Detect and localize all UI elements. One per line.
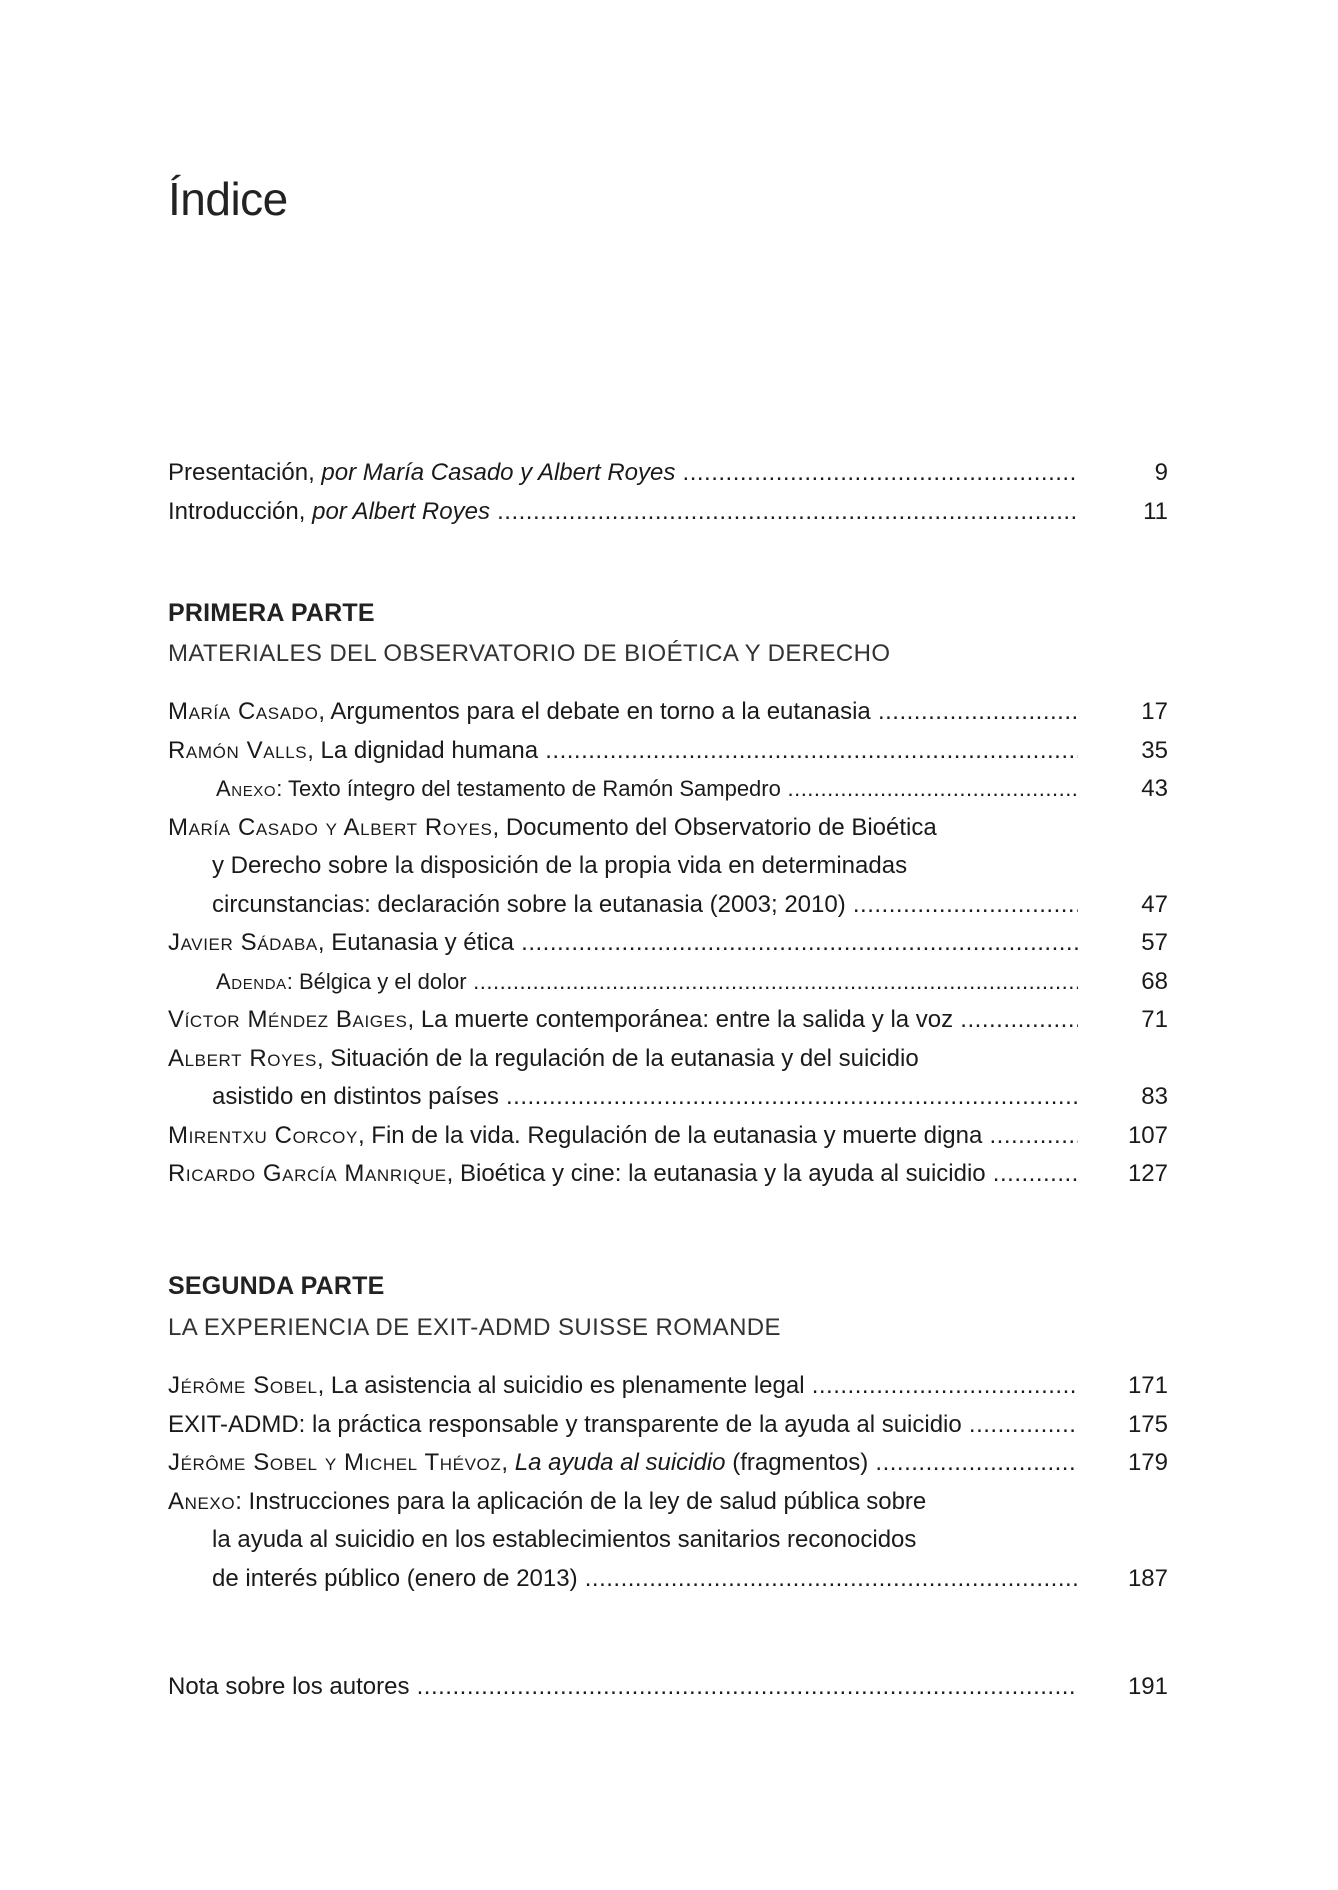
part-two-subtitle: LA EXPERIENCIA DE EXIT-ADMD SUISSE ROMANDE — [168, 1314, 781, 1341]
toc-entry[interactable] — [168, 1406, 1168, 1445]
entry-title: , Documento del Observatorio de Bioética — [492, 813, 937, 841]
toc-entry[interactable] — [168, 1001, 1168, 1040]
toc-entry-continuation[interactable] — [168, 1560, 1168, 1599]
page-number: 71 — [1141, 1006, 1168, 1033]
entry-title-suffix: (fragmentos) — [725, 1449, 869, 1476]
page-number: 187 — [1127, 1564, 1168, 1592]
entry-title: , Eutanasia y ética — [317, 929, 514, 956]
toc-entry[interactable] — [168, 770, 1168, 809]
part-one-heading: PRIMERA PARTE — [168, 599, 375, 627]
toc-entry[interactable] — [168, 1040, 1168, 1079]
part-two-heading: SEGUNDA PARTE — [168, 1272, 385, 1300]
entry-author: María Casado y Albert Royes — [168, 813, 493, 841]
entry-label: Anexo — [168, 1487, 236, 1515]
page-number: 179 — [1127, 1449, 1168, 1476]
entry-author: Jérôme Sobel y Michel Thévoz — [168, 1449, 502, 1476]
toc-entry[interactable] — [168, 1444, 1168, 1483]
entry-author: María Casado — [168, 698, 319, 725]
entry-author: Javier Sádaba — [168, 929, 318, 956]
part-one-entries — [168, 693, 1168, 1194]
entry-title: , La asistencia al suicidio es plenamente legal — [317, 1372, 805, 1399]
entry-title: asistido en distintos países — [212, 1083, 499, 1110]
toc-entry[interactable] — [168, 1155, 1168, 1194]
toc-entry[interactable] — [168, 693, 1168, 732]
page-number: 107 — [1127, 1121, 1168, 1149]
entry-title-italic: La ayuda al suicidio — [514, 1449, 726, 1476]
page-number: 127 — [1127, 1160, 1168, 1187]
entry-title: la ayuda al suicidio en los establecimientos sanitarios reconocidos — [212, 1526, 917, 1553]
toc-entry[interactable] — [168, 1117, 1168, 1156]
entry-title: : Texto íntegro del testamento de Ramón Sampedro — [276, 776, 781, 801]
toc-entry-continuation — [168, 847, 1168, 886]
entry-author: Mirentxu Corcoy — [168, 1121, 358, 1149]
toc-entry-continuation — [168, 1521, 1168, 1560]
entry-title: de interés público (enero de 2013) — [212, 1564, 578, 1592]
page-number: 35 — [1141, 736, 1168, 764]
entry-author: Albert Royes — [168, 1044, 317, 1072]
entry-byline: por Albert Royes — [312, 497, 490, 525]
toc-entry-continuation[interactable] — [168, 886, 1168, 925]
toc-entry[interactable] — [168, 1483, 1168, 1522]
entry-author: Ricardo García Manrique — [168, 1160, 447, 1187]
entry-title: y Derecho sobre la disposición de la propia vida en determinadas — [212, 852, 908, 879]
entry-title: Presentación, — [168, 459, 322, 486]
entry-title: , — [501, 1449, 515, 1476]
page-number: 9 — [1154, 459, 1168, 486]
entry-title: , Argumentos para el debate en torno a la eutanasia — [318, 698, 871, 725]
page-number: 11 — [1143, 497, 1168, 525]
page-number: 43 — [1141, 775, 1168, 802]
entry-title: circunstancias: declaración sobre la eutanasia (2003; 2010) — [212, 890, 846, 918]
entry-byline: por María Casado y Albert Royes — [321, 459, 676, 486]
entry-title: , La dignidad humana — [307, 736, 539, 764]
entry-title: , Bioética y cine: la eutanasia y la ayuda al suicidio — [446, 1160, 986, 1187]
part-one-subtitle: MATERIALES DEL OBSERVATORIO DE BIOÉTICA Y DERECHO — [168, 640, 891, 667]
entry-author: Víctor Méndez Baiges — [168, 1006, 408, 1033]
entry-title: : Bélgica y el dolor — [286, 968, 467, 994]
page-number: 83 — [1141, 1083, 1168, 1110]
page-number: 175 — [1127, 1410, 1168, 1438]
toc-entry-continuation[interactable] — [168, 1078, 1168, 1117]
toc-entry[interactable] — [168, 1367, 1168, 1406]
entry-title: , Fin de la vida. Regulación de la eutanasia y muerte digna — [357, 1121, 983, 1149]
toc-entry[interactable] — [168, 1668, 1168, 1707]
page-number: 47 — [1141, 890, 1168, 918]
entry-label: Adenda — [216, 968, 287, 994]
page-number: 57 — [1141, 929, 1168, 956]
back-matter — [168, 1668, 1168, 1707]
toc-entry[interactable] — [168, 924, 1168, 963]
entry-title: , La muerte contemporánea: entre la salida y la voz — [407, 1006, 954, 1033]
toc-entry[interactable] — [168, 963, 1168, 1002]
entry-title: Introducción, — [168, 497, 313, 525]
toc-entry[interactable] — [168, 732, 1168, 771]
page-number: 191 — [1127, 1673, 1168, 1700]
page-number: 68 — [1141, 967, 1168, 995]
entry-title: : Instrucciones para la aplicación de la ley de salud pública sobre — [235, 1487, 927, 1515]
entry-author: Ramón Valls — [168, 736, 308, 764]
page-number: 17 — [1141, 698, 1168, 725]
front-matter — [168, 454, 1168, 531]
toc-entry[interactable] — [168, 809, 1168, 848]
entry-title: Nota sobre los autores — [168, 1673, 410, 1700]
page-number: 171 — [1127, 1372, 1168, 1399]
toc-entry[interactable] — [168, 454, 1168, 493]
entry-title: , Situación de la regulación de la eutanasia y del suicidio — [316, 1044, 919, 1072]
part-two-entries — [168, 1367, 1168, 1598]
toc-entry[interactable] — [168, 493, 1168, 532]
page-title: Índice — [168, 173, 288, 225]
entry-title: EXIT-ADMD: la práctica responsable y transparente de la ayuda al suicidio — [168, 1410, 962, 1438]
entry-author: Jérôme Sobel — [168, 1372, 318, 1399]
entry-label: Anexo — [216, 776, 277, 801]
